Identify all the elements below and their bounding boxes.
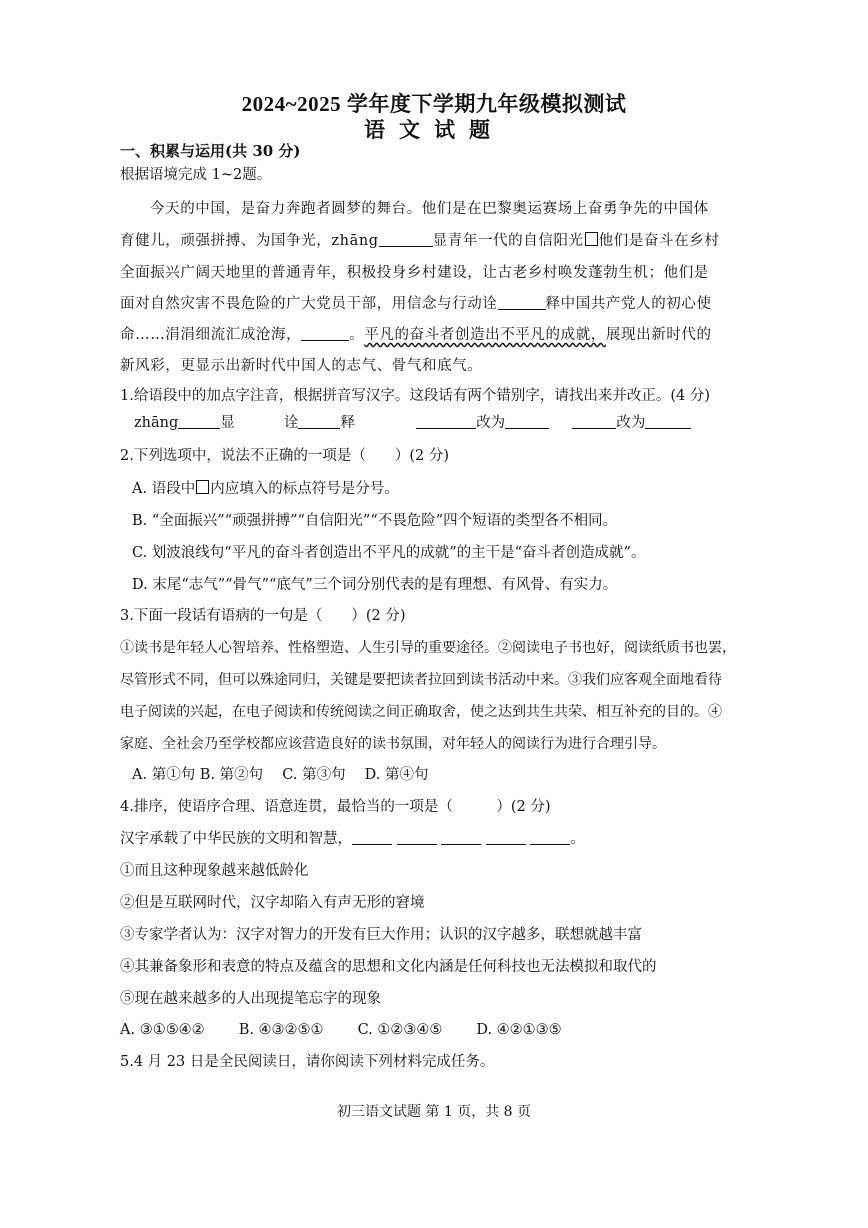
q4-option-c: C. ①②③④⑤ [357, 1022, 443, 1038]
passage-line-6: 新风彩，更显示出新时代中国人的志气、骨气和底气。 [120, 358, 483, 374]
question-4-lead [120, 829, 585, 849]
question-2-option-b: B. “全面振兴”“顽强拼搏”“自信阳光”“不畏危险”四个短语的类型各不相同。 [132, 513, 618, 529]
exam-subtitle: 语文试题 [364, 118, 504, 142]
answer-blank[interactable] [416, 414, 476, 429]
answer-blank[interactable] [486, 830, 526, 845]
section-heading: 一、积累与运用(共 30 分) [120, 142, 301, 160]
q2-option-a-text: A. 语段中 [132, 481, 196, 497]
answer-blank[interactable] [505, 414, 549, 429]
punctuation-box [196, 480, 209, 494]
question-4-sentence-2: ②但是互联网时代，汉字却陷入有声无形的窘境 [120, 895, 425, 911]
answer-blank[interactable] [572, 414, 616, 429]
passage-line-2-b: 显青年一代的自信阳光 [432, 233, 584, 249]
question-1-stem: 1.给语段中的加点字注音，根据拼音写汉字。这段话有两个错别字，请找出来并改正。(4 分) [120, 388, 710, 404]
question-3-line-2: 尽管形式不同，但可以殊途同归，关键是要把读者拉回到读书活动中来。③我们应客观全面地看待 [120, 672, 722, 688]
q1-char-xian: 显 [220, 415, 235, 431]
q1-char-quan: 诠 [283, 415, 299, 431]
answer-blank[interactable] [298, 414, 340, 429]
question-1-answers [134, 413, 691, 433]
question-3-line-1: ①读书是年轻人心智培养、性格塑造、人生引导的重要途径。②阅读电子书也好，阅读纸质书也罢， [120, 640, 736, 656]
passage-line-5-a: 命……涓涓细流汇成沧海， [120, 327, 302, 343]
answer-blank[interactable] [441, 830, 481, 845]
question-4-sentence-5: ⑤现在越来越多的人出现提笔忘字的现象 [120, 991, 381, 1007]
answer-blank[interactable] [397, 830, 437, 845]
section-intro: 根据语境完成 1~2题。 [120, 167, 272, 183]
passage-line-2 [120, 231, 719, 251]
passage-line-5-d: 展现出新时代的 [605, 327, 712, 343]
question-3-line-4: 家庭、全社会乃至学校都应该营造良好的读书氛围，对年轻人的阅读行为进行合理引导。 [120, 736, 666, 752]
q1-change-to-1: 改为 [476, 415, 506, 431]
question-4-stem: 4.排序，使语序合理、语意连贯，最恰当的一项是（ ）(2 分) [120, 799, 551, 815]
punctuation-box [585, 232, 598, 246]
answer-blank[interactable] [645, 414, 691, 429]
passage-line-5 [120, 325, 712, 345]
passage-line-4 [120, 294, 712, 314]
question-2-option-a [132, 479, 399, 499]
question-4-sentence-4: ④其兼备象形和表意的特点及蕴含的思想和文化内涵是任何科技也无法模拟和取代的 [120, 959, 657, 975]
passage-line-5-b: 。 [349, 327, 365, 343]
q1-change-to-2: 改为 [616, 415, 646, 431]
answer-blank[interactable] [530, 830, 570, 845]
passage-line-2-c: 他们是奋斗在乡村 [598, 233, 720, 249]
question-4-sentence-1: ①而且这种现象越来越低龄化 [120, 863, 309, 879]
passage-line-2-a: 育健儿，顽强拼搏、为国争光，zhāng [120, 233, 379, 249]
question-5-stem: 5.4 月 23 日是全民阅读日，请你阅读下列材料完成任务。 [120, 1054, 495, 1070]
passage-line-3: 全面振兴广阔天地里的普通青年，积极投身乡村建设，让古老乡村唤发蓬勃生机；他们是 [120, 265, 709, 281]
q4-option-d: D. ④②①③⑤ [476, 1022, 562, 1038]
q4-lead-text: 汉字承载了中华民族的文明和智慧， [120, 831, 352, 847]
blank-zhang [379, 232, 433, 247]
q4-option-b: B. ④③②⑤① [238, 1022, 324, 1038]
q4-option-a: A. ③①⑤④② [120, 1022, 205, 1038]
q1-pinyin: zhāng [134, 415, 179, 431]
blank-quan [498, 295, 546, 310]
question-3-stem: 3.下面一段话有语病的一句是（ ）(2 分) [120, 608, 406, 624]
question-2-stem: 2.下列选项中，说法不正确的一项是（ ）(2 分) [120, 448, 449, 464]
answer-blank[interactable] [178, 414, 220, 429]
question-4-sentence-3: ③专家学者认为：汉字对智力的开发有巨大作用；认识的汉字越多，联想就越丰富 [120, 927, 642, 943]
exam-title: 2024~2025 学年度下学期九年级模拟测试 [241, 92, 627, 116]
question-2-option-c: C. 划波浪线句“平凡的奋斗者创造出不平凡的成就”的主干是“奋斗者创造成就”。 [132, 545, 646, 561]
wavy-underlined-sentence: 平凡的奋斗者创造出不平凡的成就， [364, 327, 606, 343]
q4-lead-end: 。 [570, 831, 585, 847]
blank-sentence [301, 326, 349, 341]
passage-line-1: 今天的中国，是奋力奔跑者圆梦的舞台。他们是在巴黎奥运赛场上奋勇争先的中国体 [150, 201, 709, 217]
passage-line-4-a: 面对自然灾害不畏危险的广大党员干部，用信念与行动诠 [120, 296, 498, 312]
question-3-line-3: 电子阅读的兴起，在电子阅读和传统阅读之间正确取舍，使之达到共生共荣、相互补充的目的。④ [120, 704, 722, 720]
q1-char-shi: 释 [340, 415, 355, 431]
question-4-options [120, 1020, 562, 1040]
page-footer: 初三语文试题 第 1 页，共 8 页 [336, 1104, 532, 1120]
question-2-option-d: D. 末尾“志气”“骨气”“底气”三个词分别代表的是有理想、有风骨、有实力。 [132, 577, 618, 593]
question-3-options: A. 第①句 B. 第②句 C. 第③句 D. 第④句 [132, 767, 429, 783]
q2-option-a-text-2: 内应填入的标点符号是分号。 [210, 481, 399, 497]
passage-line-4-b: 释中国共产党人的初心使 [545, 296, 712, 312]
answer-blank[interactable] [352, 830, 392, 845]
